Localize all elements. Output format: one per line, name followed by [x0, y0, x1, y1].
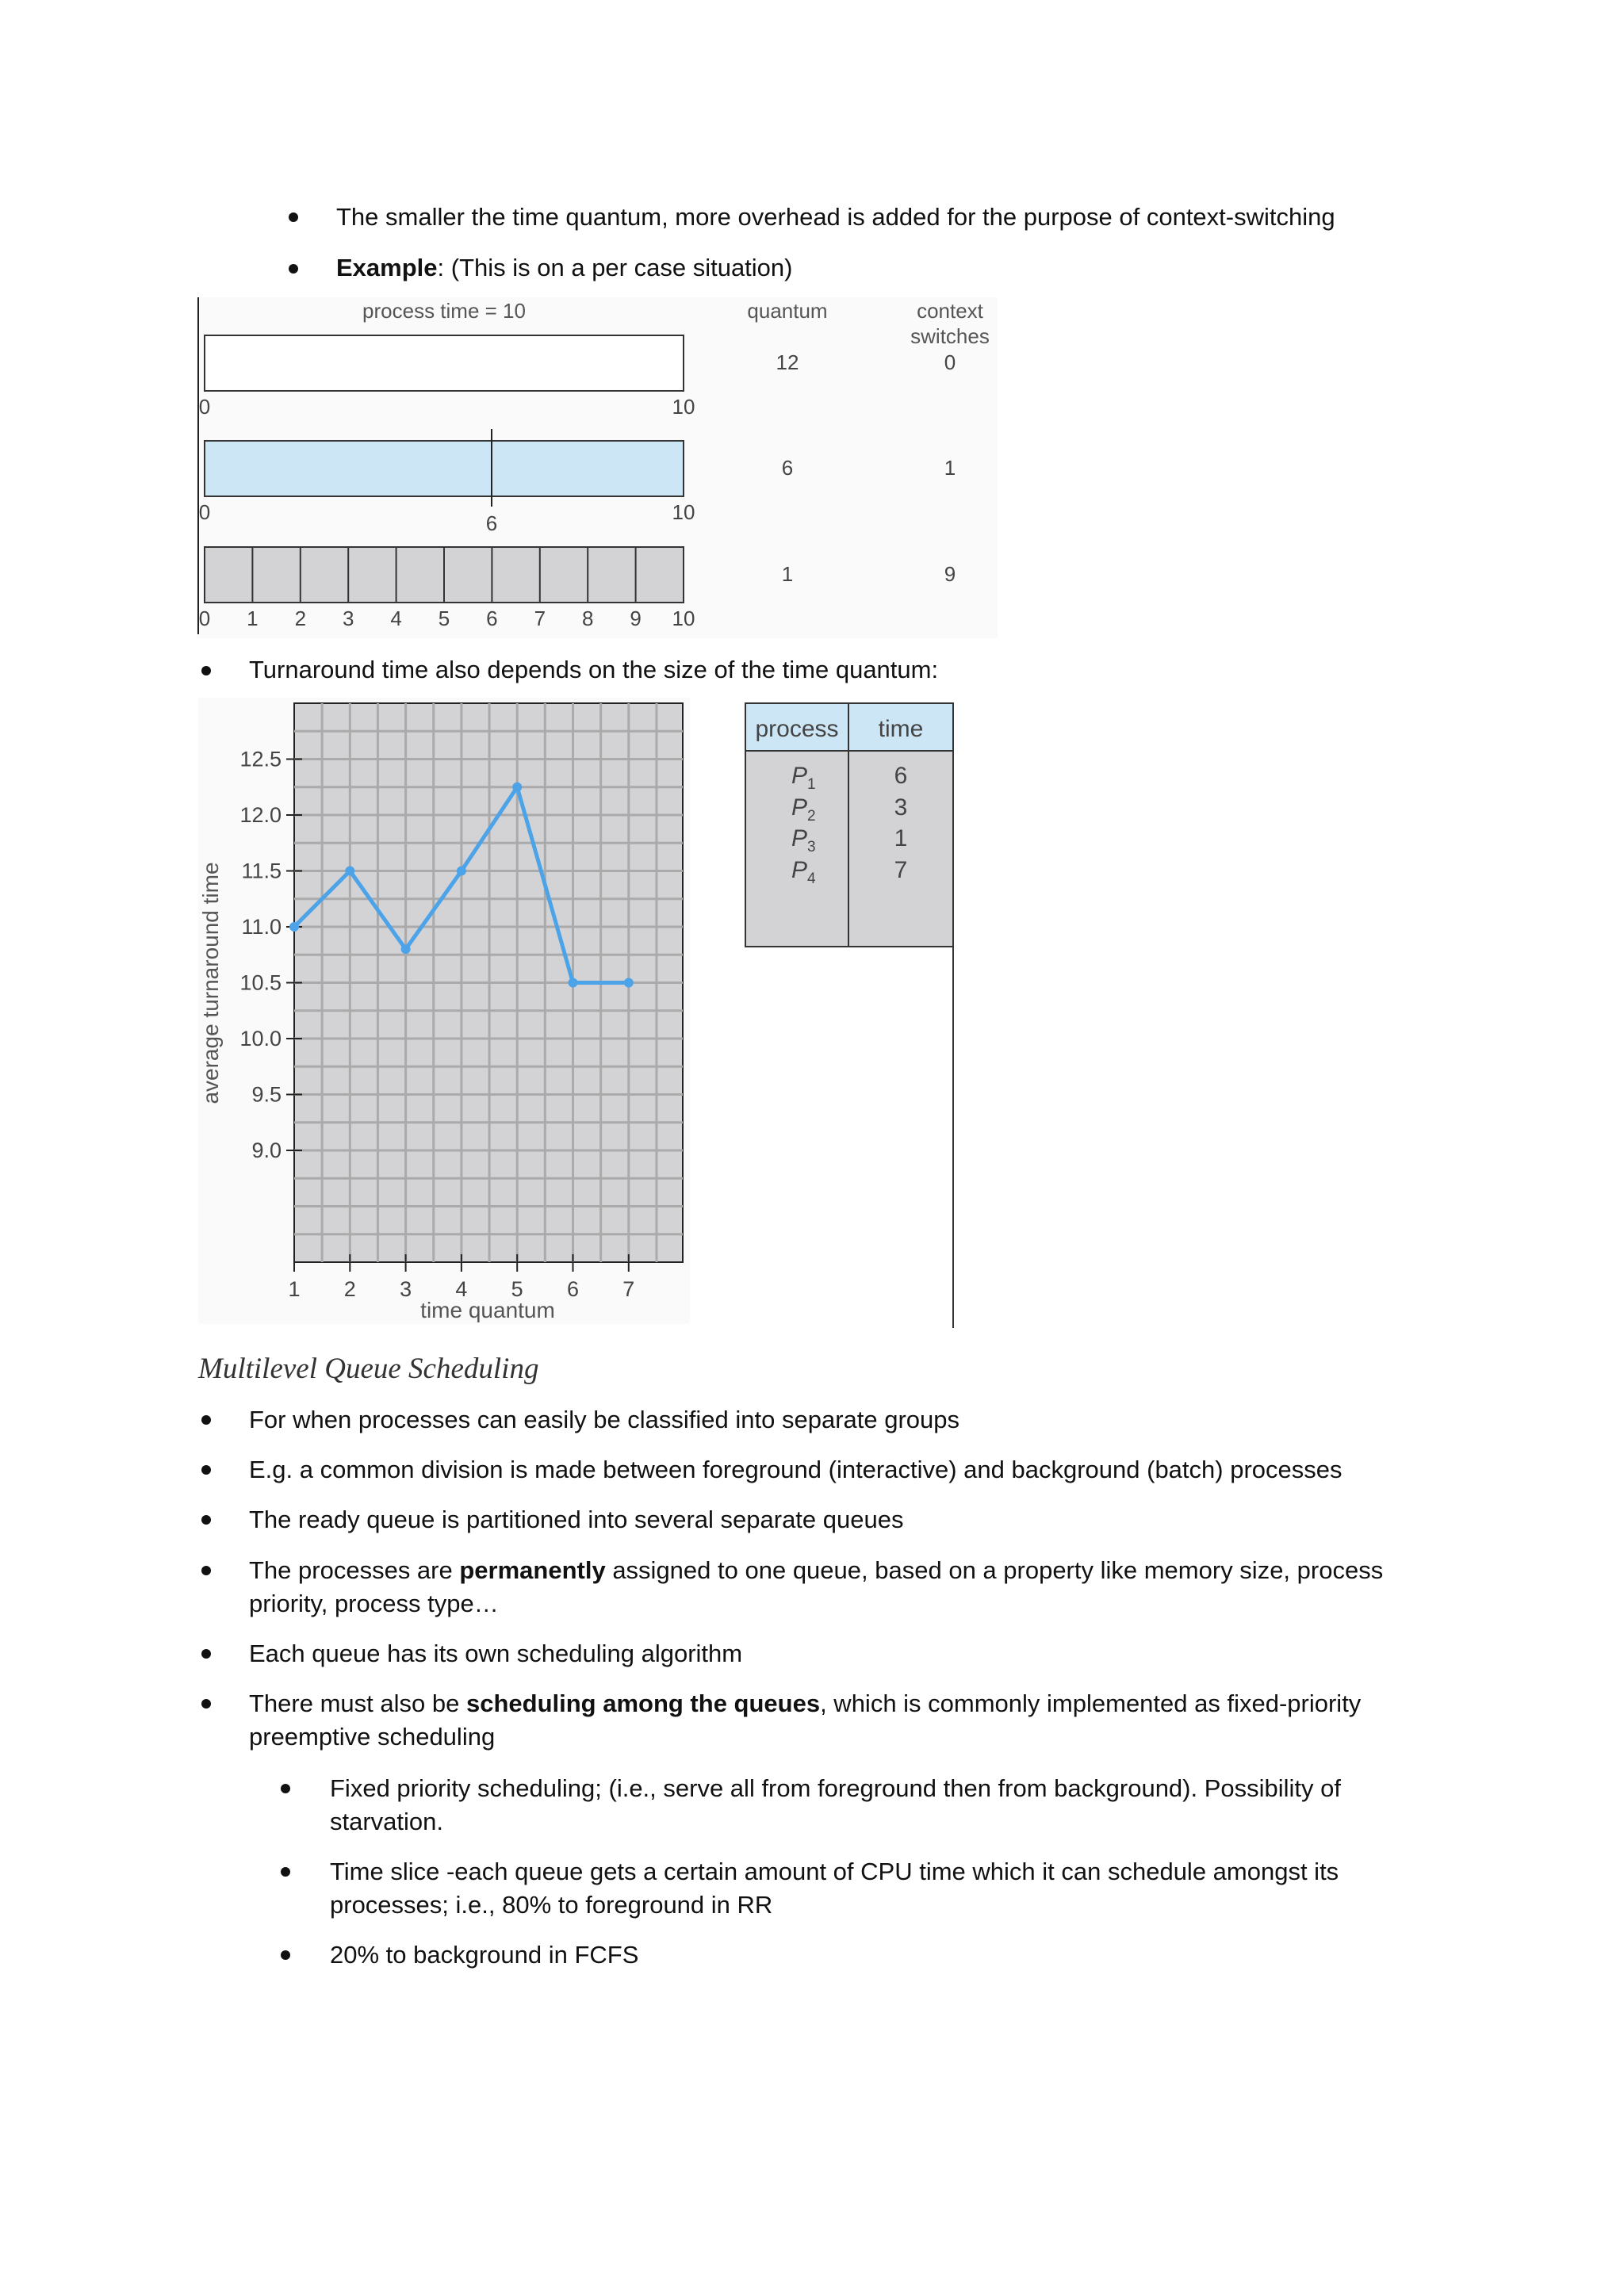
text: assigned to one queue, based on a property like memory size, process [605, 1556, 1384, 1584]
text: Each queue has its own scheduling algorithm [249, 1640, 743, 1667]
text: The processes are [249, 1556, 460, 1584]
tick-label: 0 [198, 500, 211, 524]
table-header-process: process [755, 716, 839, 742]
bullet-dot [201, 1566, 211, 1575]
tick-label: 6 [486, 607, 498, 630]
bullet-dot [201, 1699, 211, 1709]
text: Time slice -each queue gets a certain amount of CPU time which it can schedule amongst its [330, 1858, 1339, 1885]
process-time: 6 [894, 763, 908, 789]
process-name: P [791, 794, 808, 821]
x-tick-label: 5 [511, 1277, 523, 1301]
text: The ready queue is partitioned into several separate queues [249, 1506, 904, 1533]
tick-label: 8 [581, 607, 594, 630]
tick-label: 5 [438, 607, 450, 630]
switches-value: 1 [944, 456, 956, 480]
y-tick-label: 11.5 [241, 859, 282, 883]
quantum-figure [197, 297, 998, 638]
example-text: : (This is on a per case situation) [437, 254, 793, 281]
data-point [345, 867, 354, 876]
tick-label: 6 [485, 511, 498, 535]
text: 20% to background in FCFS [330, 1941, 639, 1969]
sub-bullet-dot [281, 1784, 290, 1793]
section-bullet [249, 1503, 903, 1536]
col-quantum-header: quantum [747, 299, 828, 323]
text: There must also be [249, 1689, 466, 1717]
process-name: P [791, 825, 808, 851]
data-point [289, 922, 299, 932]
x-tick-label: 7 [622, 1277, 635, 1301]
sub-bullet [330, 1938, 638, 1972]
timeline-bar-q6 [205, 441, 684, 496]
table-header-time: time [878, 716, 924, 742]
tick-label: 0 [198, 607, 211, 630]
x-tick-label: 1 [288, 1277, 301, 1301]
switches-value: 0 [944, 350, 956, 374]
tick-label: 7 [534, 607, 546, 630]
sub-bullet [330, 1855, 1339, 1922]
tick-label: 1 [247, 607, 259, 630]
x-tick-label: 2 [343, 1277, 356, 1301]
col-switches-header: context [917, 299, 983, 323]
process-time: 3 [894, 794, 908, 821]
tick-label: 0 [198, 395, 211, 419]
tick-label: 4 [390, 607, 402, 630]
example-label: Example [336, 254, 438, 281]
text: processes; i.e., 80% to foreground in RR [330, 1891, 773, 1919]
timeline-bar-q12 [205, 335, 684, 391]
text: , which is commonly implemented as fixed-priority [820, 1689, 1362, 1717]
data-point [624, 978, 634, 988]
y-tick-label: 10.5 [239, 970, 282, 995]
data-point [569, 978, 578, 988]
text: Fixed priority scheduling; (i.e., serve all from foreground then from background). Possibility of [330, 1774, 1342, 1802]
turnaround-chart [198, 698, 690, 1324]
text: E.g. a common division is made between foreground (interactive) and background (batch) processes [249, 1456, 1342, 1483]
section-bullet [249, 1554, 1383, 1621]
bold-text: scheduling among the queues [465, 1689, 821, 1717]
figure-title: process time = 10 [362, 299, 526, 323]
data-point [457, 867, 466, 876]
x-axis-label: time quantum [420, 1298, 555, 1322]
process-sub: 4 [807, 871, 816, 887]
y-tick-label: 9.0 [251, 1138, 282, 1162]
bullet-dot [201, 1415, 211, 1425]
section-bullet [249, 1453, 1342, 1487]
bullet-dot [289, 212, 298, 222]
col-switches-header-2: switches [910, 324, 990, 348]
switches-value: 9 [944, 562, 956, 586]
sub-bullet [330, 1772, 1341, 1839]
tick-label: 3 [342, 607, 354, 630]
bullet-dot [201, 1515, 211, 1525]
y-tick-label: 10.0 [239, 1027, 282, 1050]
process-time: 7 [894, 857, 908, 883]
sub-bullet-dot [281, 1950, 290, 1960]
text: preemptive scheduling [249, 1723, 496, 1751]
y-tick-label: 9.5 [251, 1082, 282, 1107]
section-bullet [249, 1637, 742, 1670]
bullet-dot [289, 264, 298, 274]
process-sub: 3 [807, 839, 816, 855]
process-time: 1 [894, 825, 908, 851]
quantum-value: 6 [781, 456, 794, 480]
quantum-value: 1 [781, 562, 794, 586]
bullet-dot [201, 1465, 211, 1475]
x-tick-label: 3 [400, 1277, 412, 1301]
text: starvation. [330, 1808, 444, 1835]
section-bullet [249, 1403, 959, 1437]
tick-label: 2 [294, 607, 307, 630]
data-point [512, 783, 522, 792]
intro-bullet-2 [336, 251, 793, 285]
y-tick-label: 12.5 [239, 747, 282, 771]
section-bullet [249, 1687, 1361, 1754]
process-sub: 2 [807, 808, 816, 825]
process-sub: 1 [807, 776, 816, 793]
tick-label: 10 [672, 500, 695, 524]
x-tick-label: 4 [455, 1277, 468, 1301]
process-name: P [791, 857, 808, 883]
x-tick-label: 6 [566, 1277, 580, 1301]
bullet-dot [201, 1649, 211, 1659]
intro-bullet-1: The smaller the time quantum, more overhead is added for the purpose of context-switching [336, 203, 1335, 231]
turnaround-bullet: Turnaround time also depends on the size of the time quantum: [249, 656, 939, 683]
data-point [401, 944, 411, 954]
sub-bullet-dot [281, 1867, 290, 1877]
text: For when processes can easily be classified into separate groups [249, 1406, 960, 1433]
y-tick-label: 12.0 [239, 803, 282, 827]
quantum-value: 12 [776, 350, 799, 374]
tick-label: 10 [672, 607, 695, 630]
process-name: P [791, 763, 808, 789]
tick-label: 10 [672, 395, 695, 419]
process-table [744, 702, 958, 1328]
bullet-dot [201, 666, 211, 675]
bold-text: permanently [459, 1556, 606, 1584]
section-heading: Multilevel Queue Scheduling [198, 1353, 539, 1385]
y-tick-label: 11.0 [241, 915, 282, 939]
tick-label: 9 [630, 607, 642, 630]
y-axis-label: average turnaround time [198, 862, 223, 1104]
text: priority, process type… [249, 1590, 499, 1617]
